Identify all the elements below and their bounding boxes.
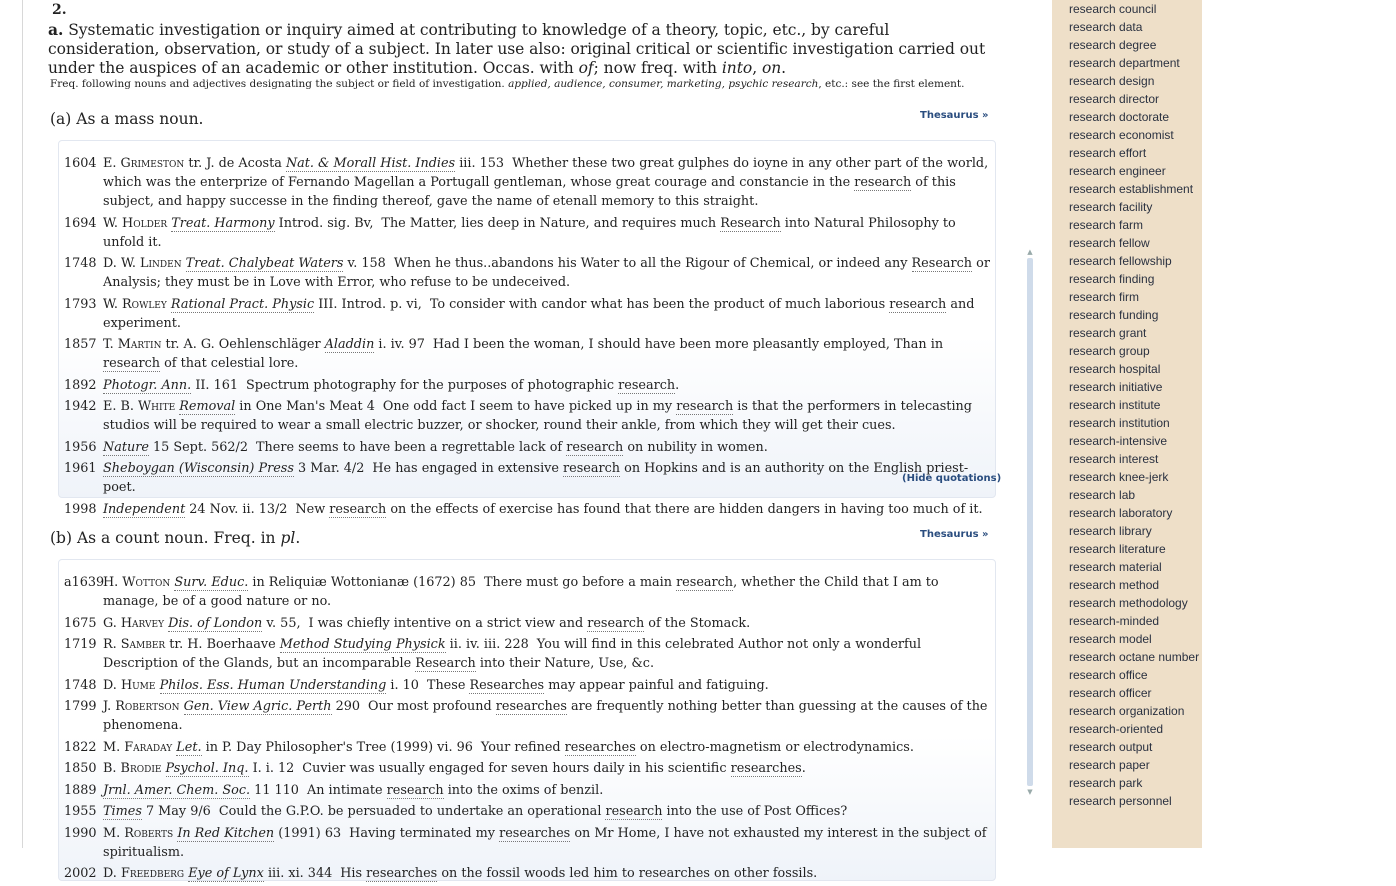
quotation-year: 1955 [64,804,97,819]
related-entry-link[interactable]: research degree [1069,38,1157,52]
subsense-a-heading: (a) As a mass noun. [50,110,204,128]
quotation-ref: in One Man's Meat 4 [235,399,375,414]
quotation-ref: v. 55, [262,615,301,631]
quotation-text-end: . [675,377,680,393]
quotation-keyword[interactable]: researches [366,866,438,881]
related-entry-link[interactable]: research grant [1069,326,1147,340]
related-entry-link[interactable]: research engineer [1069,164,1166,178]
quotation-ref: ii. iv. iii. 228 [445,637,529,652]
related-entry-link[interactable]: research establishment [1069,182,1194,196]
quotation-ref: III. Introd. p. vi, [314,296,422,312]
related-entry-link[interactable]: research fellowship [1069,254,1172,268]
quotation-year: 1956 [64,439,97,455]
quotation-source-title[interactable]: In Red Kitchen [177,825,275,841]
quotation-year: 1694 [64,215,97,231]
quotation-text-start: I was chiefly intentive on a strict view and [308,615,588,631]
quotation-pre: tr. H. Boerhaave [165,637,280,652]
quotation-year: a1639 [64,575,105,590]
quotation-text-start: Cuvier was usually engaged for seven hours daily in his scientific [302,761,731,776]
quotation-item [48,759,998,778]
quotation-text-start: Having terminated my [349,825,500,841]
quotation-year: 1892 [64,377,97,393]
quotation-pre [161,761,165,776]
quotation-text-start: Had I been the woman, I should have been more pleasantly employed, Than in [432,337,944,352]
related-entry-link[interactable]: research institute [1069,398,1161,412]
quotation-author: E. B. White [103,399,176,414]
quotation-ref: 290 [331,699,361,714]
quotation-item [48,738,998,757]
note-examples: applied, audience, consumer, marketing, psychic research [508,78,819,90]
quotation-year: 1990 [64,825,97,841]
quotation-author: W. Rowley [103,296,167,312]
related-entry-link[interactable]: research council [1069,2,1157,16]
quotation-source-title[interactable]: Nat. & Morall Hist. Indies [285,156,456,171]
quotation-keyword[interactable]: research [676,575,734,590]
related-entry-link[interactable]: research laboratory [1069,506,1173,520]
quotation-source-title[interactable]: Times [103,804,142,819]
related-entry-link[interactable]: research library [1069,524,1152,538]
quotation-author: J. Robertson [103,699,180,714]
quotation-source-title[interactable]: Rational Pract. Physic [170,296,315,312]
quotation-keyword[interactable]: research [563,461,621,476]
subsense-b-prefix: (b) As a count noun. Freq. in [50,529,281,547]
related-entry-link[interactable]: research-intensive [1069,434,1168,448]
quotation-text-end: into Natural Philosophy to unfold it. [103,215,956,250]
quotation-year: 1850 [64,761,97,776]
quotation-keyword[interactable]: research [618,377,676,393]
quotation-item [48,635,998,673]
quotation-ref: 24 Nov. ii. 13/2 [185,501,288,517]
quotation-ref: 15 Sept. 562/2 [148,439,249,455]
quotation-text-end: into their Nature, Use, &c. [475,656,655,671]
related-entries-sidebar [1052,0,1202,848]
quotation-text-end: of this subject, and happy successe in the finding thereof, gave the name of etenall memory to this straight. [103,175,956,209]
quotation-text-start: The Matter, lies deep in Nature, and requires much [381,215,721,231]
quotation-source-title[interactable]: Nature [103,439,149,455]
quotation-item [48,254,998,292]
related-entry-link[interactable]: research finding [1069,272,1155,286]
quotation-text-start: Your refined [480,739,565,755]
related-entry-link[interactable]: research officer [1069,686,1152,700]
quotation-item [48,573,998,611]
quotation-keyword[interactable]: research [103,356,160,371]
definition-mid: ; now freq. with [593,59,722,77]
quotation-year: 2002 [64,866,97,881]
quotation-author: H. Wotton [103,575,171,590]
related-entry-link[interactable]: research organization [1069,704,1185,718]
quotation-text-start: To consider with candor what has been the product of much laborious [429,296,890,312]
quotation-source-title[interactable]: Independent [103,501,186,517]
related-entry-link[interactable]: research initiative [1069,380,1163,394]
quotation-year: 1719 [64,637,97,652]
quotation-text-end: on Mr Home, I have not exhausted my interest in the subject of spiritualism. [103,825,987,860]
quotation-ref: i. iv. 97 [374,337,425,352]
quotation-author: M. Roberts [103,825,174,841]
quotation-year: 1961 [64,461,97,476]
quotation-year: 1942 [64,399,97,414]
related-entry-link[interactable]: research department [1069,56,1180,70]
quotation-keyword[interactable]: researches [564,739,636,755]
quotation-year: 1748 [64,677,97,693]
related-entry-link[interactable]: research paper [1069,758,1150,772]
related-entry-link[interactable]: research economist [1069,128,1174,142]
quotation-text-end: , whether the Child that I am to manage, be of a good nature or no. [103,575,939,609]
quotation-text-end: on electro-magnetism or electrodynamics. [635,739,914,755]
quotation-text-start: His [340,866,367,881]
quotation-year: 1675 [64,615,97,631]
quotation-text-end: . [801,761,806,776]
thesaurus-link-b[interactable]: Thesaurus » [920,529,989,540]
quotation-keyword[interactable]: research [889,296,947,312]
quotation-ref: in Reliquiæ Wottonianæ (1672) 85 [248,575,476,590]
quotation-ref: iii. xi. 344 [263,866,333,881]
quotation-source-title[interactable]: Gen. View Agric. Perth [183,699,332,714]
quotation-text-end: and experiment. [103,296,975,331]
quotation-ref: Introd. sig. Bv, [274,215,374,231]
quotation-text-end: of the Stomack. [644,615,751,631]
hide-quotations-link[interactable]: (Hide quotations) [902,473,1002,484]
quotation-item [48,335,998,373]
quotation-ref: i. 10 [386,677,419,693]
quotation-author: B. Brodie [103,761,162,776]
quotation-item [48,397,998,435]
quotation-keyword[interactable]: research [854,175,912,190]
definition-note [50,77,1005,91]
related-entry-link[interactable]: research data [1069,20,1143,34]
quotation-pre: tr. J. de Acosta [184,156,286,171]
related-entry-link[interactable]: research output [1069,740,1153,754]
related-entry-link[interactable]: research material [1069,560,1162,574]
quotation-keyword[interactable]: research [566,439,624,455]
related-entry-link[interactable]: research firm [1069,290,1140,304]
quotation-pre [155,678,159,693]
quotation-text-start: Our most profound [368,699,496,714]
quotation-text-start: Could the G.P.O. be persuaded to undertake an operational [218,804,606,819]
quotation-ref: I. i. 12 [248,761,295,776]
quotation-text-end: or Analysis; they must be in Love with Error, who refuse to be undeceived. [103,256,990,290]
quotation-source-title[interactable]: Sheboygan (Wisconsin) Press [103,461,294,476]
note-suffix: , etc.: see the first element. [818,78,965,90]
related-entry-link[interactable]: research-oriented [1069,722,1164,736]
quotation-item [48,459,998,497]
quotation-year: 1822 [64,739,97,755]
quotation-source-title[interactable]: Photogr. Ann. [103,377,192,393]
quotation-keyword[interactable]: research [587,615,645,631]
quotation-text-start: Spectrum photography for the purposes of photographic [246,377,619,393]
quotation-text-start: He has engaged in extensive [372,461,564,476]
quotation-keyword[interactable]: researches [730,761,802,776]
quotation-text-start: New [295,501,330,517]
quotation-text-start: These [426,677,470,693]
quotation-ref: in P. Day Philosopher's Tree (1999) vi. 96 [201,739,473,755]
quotation-author: D. Freedberg [103,866,185,881]
quotation-item [48,697,998,735]
related-entry-link[interactable]: research personnel [1069,794,1172,808]
related-entry-link[interactable]: research effort [1069,146,1147,160]
related-entry-link[interactable]: research method [1069,578,1160,592]
quotation-text-end: is that the performers in telecasting studios will be required to wear a small electric buzzer, or shocker, round their ankle, from which they will get their cues. [103,399,972,433]
related-entry-link[interactable]: research park [1069,776,1143,790]
related-entry-link[interactable]: research farm [1069,218,1144,232]
quotation-source-title[interactable]: Treat. Harmony [171,215,275,231]
scrollbar[interactable] [1026,248,1034,798]
quotation-item [48,438,998,457]
quotation-text-end: into the use of Post Offices? [662,804,848,819]
quotation-text-start: An intimate [306,782,387,798]
quotation-item [48,864,998,883]
quotation-source-title[interactable]: Treat. Chalybeat Waters [185,256,344,271]
related-entry-link[interactable]: research-minded [1069,614,1160,628]
quotation-year: 1889 [64,782,97,798]
quotation-year: 1604 [64,156,97,171]
related-entry-link[interactable]: research fellow [1069,236,1150,250]
quotation-ref: (1991) 63 [274,825,342,841]
quotation-author: M. Faraday [103,739,173,755]
scroll-down-arrow-icon[interactable]: ▼ [1027,788,1033,796]
quotation-text-end: are frequently nothing better than guessing at the causes of the phenomena. [103,699,988,733]
quotation-author: G. Harvey [103,615,165,631]
quotation-keyword[interactable]: Research [415,656,476,671]
quotation-text-end: into the oxims of benzil. [443,782,604,798]
quotation-source-title[interactable]: Dis. of London [168,615,263,631]
quotation-year: 1793 [64,296,97,312]
quotation-keyword[interactable]: researches [495,699,567,714]
thesaurus-link-a[interactable]: Thesaurus » [920,110,989,121]
quotation-text-start: One odd fact I seem to have picked up in my [382,399,677,414]
related-entry-link[interactable]: research octane number [1069,650,1200,664]
quotation-item [48,802,998,821]
quotation-text-start: You will find in this celebrated Author not only a wonderful Description of the Glands, but an incomparable [103,637,922,671]
related-entry-link[interactable]: research literature [1069,542,1166,556]
quotation-item [48,824,998,862]
related-entry-link[interactable]: research hospital [1069,362,1161,376]
quotation-ref: 11 110 [250,782,299,798]
related-entry-link[interactable]: research funding [1069,308,1159,322]
quotation-source-title[interactable]: Surv. Educ. [174,575,249,590]
quotation-item [48,781,998,800]
quotation-keyword[interactable]: Research [911,256,973,271]
quotation-pre [180,699,184,714]
related-entry-link[interactable]: research interest [1069,452,1159,466]
quotation-text-end: on the effects of exercise has found that there are hidden dangers in having too much of it. [386,501,983,517]
quotation-author: D. Hume [103,677,156,693]
quotation-keyword[interactable]: research [386,782,444,798]
quotation-item [48,614,998,633]
quotation-source-title[interactable]: Method Studying Physick [279,637,446,652]
quotation-text-start: There seems to have been a regrettable lack of [256,439,567,455]
note-prefix: Freq. following nouns and adjectives designating the subject or field of investigation. [50,78,509,90]
quotation-ref: 3 Mar. 4/2 [293,461,365,476]
related-entry-link[interactable]: research facility [1069,200,1153,214]
quotation-keyword[interactable]: research [605,804,663,819]
quotation-item [48,154,998,211]
quotation-year: 1857 [64,337,97,352]
quotation-item [48,676,998,695]
definition-comma: , [752,59,762,77]
quotation-author: T. Martin [103,337,162,352]
quotation-text-end: may appear painful and fatiguing. [544,677,769,693]
quotation-source-title[interactable]: Removal [179,399,236,414]
quotation-text-start: When he thus..abandons his Water to all the Rigour of Chemical, or indeed any [393,256,912,271]
quotation-item [48,500,998,519]
quotation-pre: tr. A. G. Oehlenschläger [161,337,325,352]
quotation-keyword[interactable]: Research [720,215,781,231]
quotation-source-title[interactable]: Jrnl. Amer. Chem. Soc. [103,782,251,798]
quotation-text-end: on nubility in women. [623,439,768,455]
subsense-b-heading [50,529,300,547]
related-entry-link[interactable]: research doctorate [1069,110,1170,124]
quotation-year: 1748 [64,256,97,271]
related-entry-link[interactable]: research director [1069,92,1160,106]
quotation-author: E. Grimeston [103,156,185,171]
definition-into: into [721,59,753,77]
quotation-item [48,376,998,395]
related-entry-link[interactable]: research methodology [1069,596,1188,610]
related-entry-link[interactable]: research model [1069,632,1152,646]
quotation-ref: iii. 153 [455,156,505,171]
quotation-source-title[interactable]: Philos. Ess. Human Understanding [159,677,387,693]
quotation-source-title[interactable]: Let. [176,739,202,755]
quotation-item [48,295,998,333]
quotation-text-end: on the fossil woods led him to researches on other fossils. [437,866,818,881]
quotation-author: R. Samber [103,637,166,652]
quotation-text-start: There must go before a main [484,575,677,590]
sense-definition [48,20,1003,78]
quotation-keyword[interactable]: research [329,501,387,517]
quotation-ref: v. 158 [343,256,386,271]
quotation-list-a [48,154,998,521]
quotation-year: 1998 [64,501,97,517]
quotation-keyword[interactable]: researches [499,825,571,841]
quotation-ref: II. 161 [191,377,238,393]
scroll-up-arrow-icon[interactable]: ▲ [1027,248,1033,256]
related-entry-link[interactable]: research lab [1069,488,1136,502]
quotation-keyword[interactable]: research [676,399,734,414]
sense-letter: a. [48,20,64,39]
entry-content [48,0,1008,881]
page-left-border [22,0,23,848]
quotation-list-b [48,573,998,886]
related-entry-link[interactable]: research institution [1069,416,1170,430]
related-entry-link[interactable]: research group [1069,344,1150,358]
related-entry-link[interactable]: research design [1069,74,1155,88]
quotation-ref: 7 May 9/6 [141,804,211,819]
quotation-text-start: Whether these two great gulphes do ioyne in any other part of the world, which was the enterprize of Fernando Magellan a Portugall gentleman, whose great courage and constancie in the [103,156,989,190]
related-entries-list [1052,0,1202,812]
related-entry-link[interactable]: research office [1069,668,1148,682]
definition-text: Systematic investigation or inquiry aimed at contributing to knowledge of a theory, topic, etc., by careful consideration, observation, or study of a subject. In later use also: original critical or scientific investigation carried out under the auspices of an academic or other institution. Occas. with [48,21,986,77]
sense-number: 2. [52,2,67,18]
quotation-source-title[interactable]: Eye of Lynx [188,866,264,881]
definition-of: of [578,59,594,77]
quotation-item [48,214,998,252]
quotation-year: 1799 [64,699,97,714]
scroll-thumb[interactable] [1027,258,1033,786]
quotation-author: D. W. Linden [103,256,182,271]
definition-on: on [761,59,782,77]
quotation-author: W. Holder [103,215,168,231]
subsense-b-suffix: . [295,529,301,547]
quotation-source-title[interactable]: Aladdin [324,337,375,352]
quotation-source-title[interactable]: Psychol. Inq. [165,761,249,776]
quotation-text-end: of that celestial lore. [160,356,299,371]
related-entry-link[interactable]: research knee-jerk [1069,470,1169,484]
subsense-b-pl: pl [280,529,296,547]
quotation-text-end: on Hopkins and is an authority on the English priest-poet. [103,461,969,495]
quotation-keyword[interactable]: Researches [469,677,545,693]
definition-end: . [781,59,787,77]
